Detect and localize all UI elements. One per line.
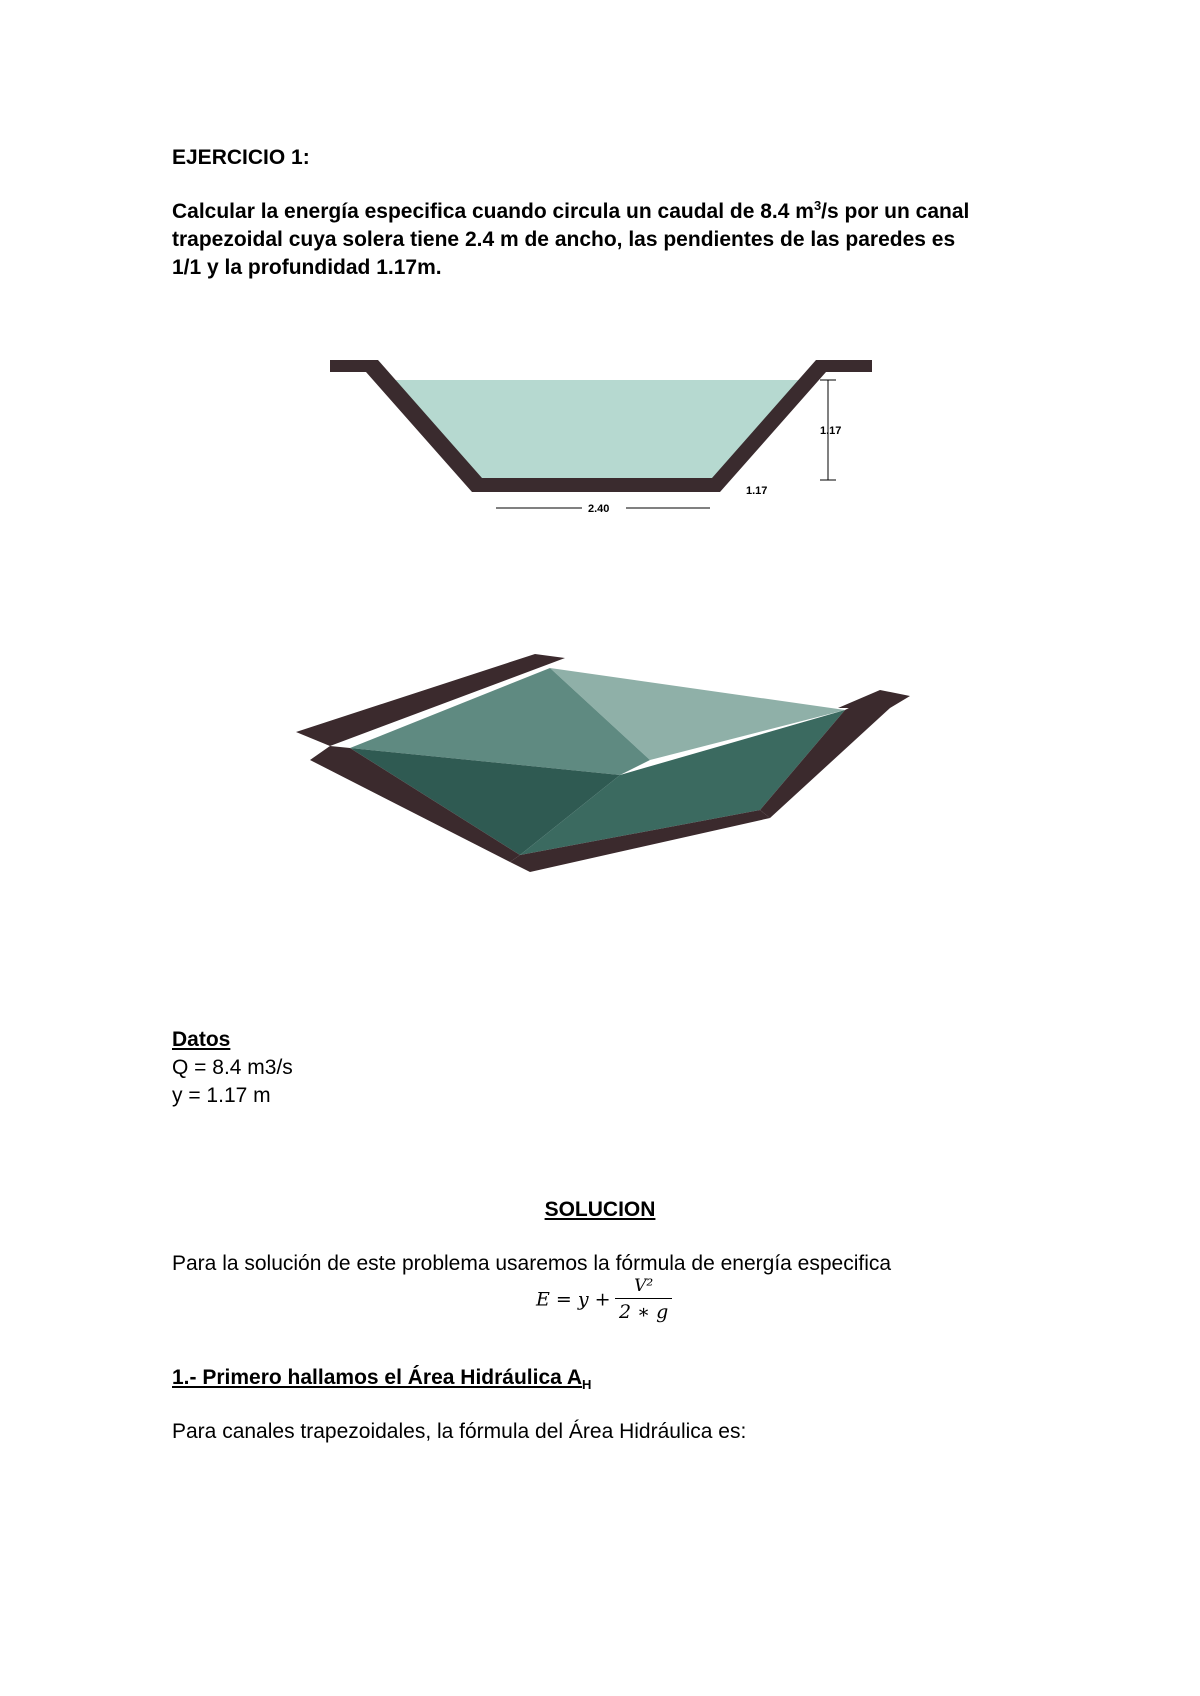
problem-statement-line-2: trapezoidal cuya solera tiene 2.4 m de ancho, las pendientes de las paredes es [172,228,956,251]
depth-label: 1.17 [820,425,842,437]
channel-right-rim [838,690,910,708]
exercise-title: EJERCICIO 1: [172,146,310,169]
water-area [378,380,816,480]
problem-statement-line-1: Calcular la energía especifica cuando circula un caudal de 8.4 $m^3/s$ por un canal [172,198,970,223]
formula-denominator: 2 ∗ g [615,1298,672,1323]
step1-title: 1.- Primero hallamos el Área Hidráulica $A_H$ [172,1366,592,1393]
formula-fraction [615,1276,672,1323]
channel-cross-section-figure [320,350,880,530]
problem-statement-line-3: 1/1 y la profundidad 1.17m. [172,256,442,279]
formula-lhs: E = y + [536,1288,611,1311]
data-heading: Datos [172,1028,231,1051]
base-label: 2.40 [588,503,610,515]
solution-intro: Para la solución de este problema usaremos la fórmula de energía especifica [172,1252,892,1275]
solution-heading: SOLUCION [544,1198,656,1221]
channel-3d-figure [290,650,910,890]
data-depth: y = 1.17 m [172,1084,271,1107]
formula-numerator: V² [634,1276,654,1296]
slope-label: 1.17 [746,485,768,497]
step1-text: Para canales trapezoidales, la fórmula del Área Hidráulica es: [172,1420,747,1443]
energy-formula [536,1276,672,1323]
data-flow: Q = 8.4 m3/s [172,1056,293,1079]
